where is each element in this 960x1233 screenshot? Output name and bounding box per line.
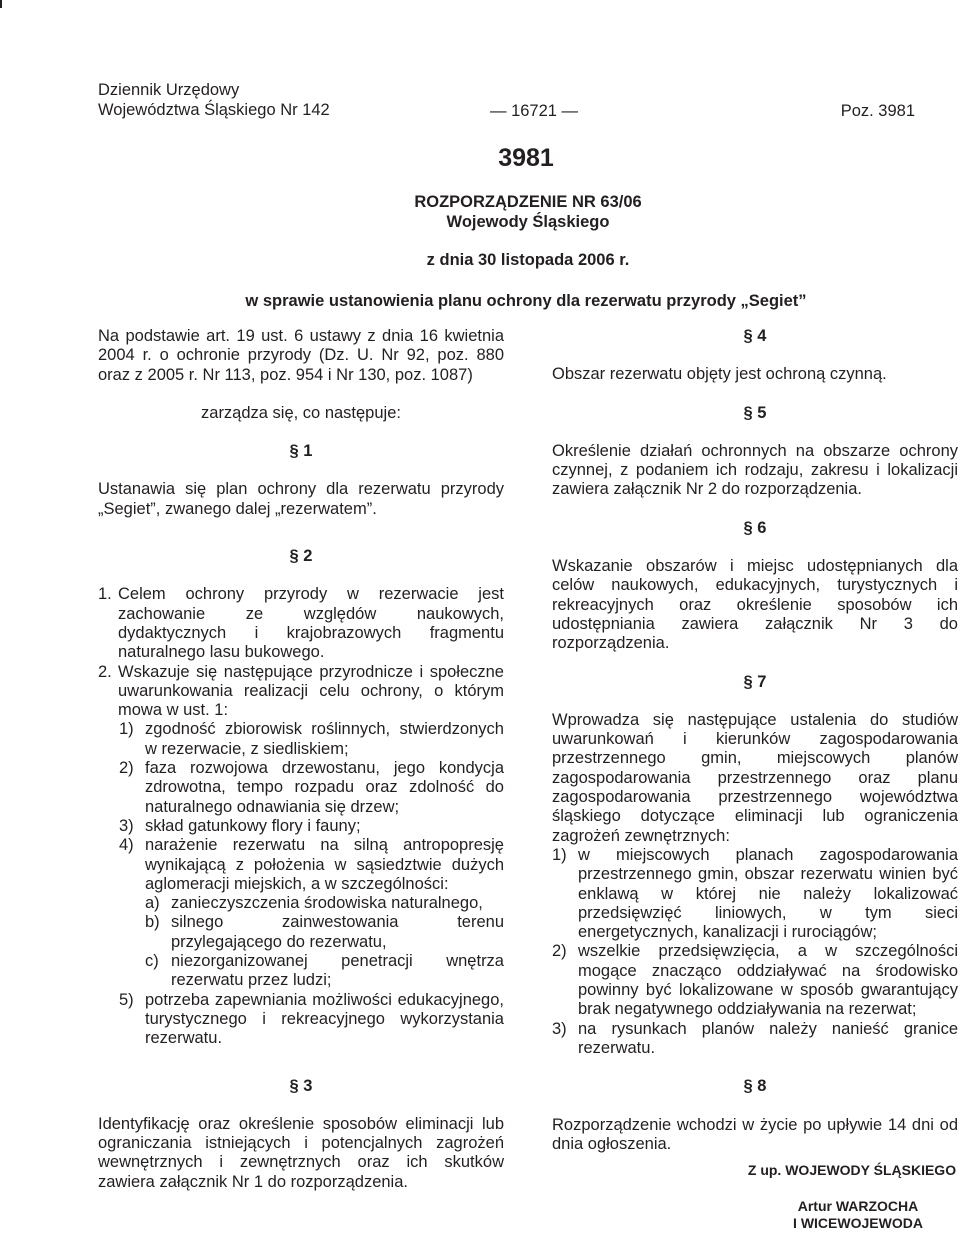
section-4-text: Obszar rezerwatu objęty jest ochroną czynną. (552, 365, 887, 384)
list-item (98, 720, 504, 759)
corner-mark (0, 0, 2, 8)
section-8-heading: § 8 (743, 1077, 767, 1096)
section-5-heading: § 5 (743, 403, 767, 422)
preamble: Na podstawie art. 19 ust. 6 ustawy z dnia 16 kwietnia 2004 r. o ochronie przyrody (Dz. U. Nr 92, poz. 880 oraz z 2005 r. Nr 113, poz. 954 i Nr 130, poz. 1087) (98, 327, 504, 384)
signature-block (700, 1198, 960, 1232)
left-column (98, 327, 504, 1192)
signatory-name: Artur WARZOCHA (797, 1198, 919, 1214)
section-7-text: Wprowadza się następujące ustalenia do studiów uwarunkowań i kierunków zagospodarowania przestrzennego gmin, miejscowych planów zagospodarowania przestrzennego oraz planu zagospodarowania przestrzennego województwa śląskiego dotyczące eliminacji lub ograniczenia zagrożeń zewnętrznych: (552, 710, 958, 845)
section-2-paragraph-2 (98, 663, 504, 721)
sub-list-item-text: zanieczyszczenia środowiska naturalnego, (171, 894, 483, 913)
section-6-heading: § 6 (743, 518, 767, 537)
list-item-number: 4) (119, 836, 134, 855)
sub-list-item (98, 894, 504, 913)
list-item-number: 2) (119, 759, 134, 778)
signature-on-behalf: Z up. WOJEWODY ŚLĄSKIEGO (747, 1162, 957, 1178)
paragraph-number: 1. (98, 585, 112, 604)
list-item-text: w miejscowych planach zagospodarowania przestrzennego gmin, obszar rezerwatu winien być enklawą w której nie należy lokalizować przedsięwzięć liniowych, w tym sieci energetycznych, kanalizacji i rurociągów; (578, 845, 958, 942)
act-date: z dnia 30 listopada 2006 r. (426, 251, 630, 269)
list-item-text: skład gatunkowy flory i fauny; (145, 816, 361, 835)
sub-list-item-letter: b) (145, 913, 160, 932)
list-item-text: wszelkie przedsięwzięcia, a w szczególności mogące znacząco oddziaływać na środowisko powinny być lokalizowane w sposób gwarantujący brak negatywnego oddziaływania na rezerwat; (578, 942, 958, 1019)
act-issuer: Wojewody Śląskiego (446, 213, 610, 231)
act-type: ROZPORZĄDZENIE NR 63/06 (414, 193, 642, 211)
page-number: — 16721 — (490, 102, 579, 120)
paragraph-text: Celem ochrony przyrody w rezerwacie jest zachowanie ze względów naukowych, dydaktycznych i krajobrazowych fragmentu naturalnego lasu bukowego. (118, 585, 504, 662)
journal-line2: Województwa Śląskiego Nr 142 (98, 101, 330, 119)
section-5-text: Określenie działań ochronnych na obszarze ochrony czynnej, z podaniem ich rodzaju, zakresu i lokalizacji zawiera załącznik Nr 2 do rozporządzenia. (552, 441, 958, 499)
position-number: Poz. 3981 (840, 102, 915, 120)
list-item (98, 759, 504, 817)
section-4-heading: § 4 (743, 327, 767, 345)
journal-line1: Dziennik Urzędowy (98, 81, 240, 99)
list-item-text: zgodność zbiorowisk roślinnych, stwierdzonych w rezerwacie, z siedliskiem; (145, 720, 504, 758)
decree-formula: zarządza się, co następuje: (201, 403, 401, 422)
section-8-text: Rozporządzenie wchodzi w życie po upływie 14 dni od dnia ogłoszenia. (552, 1115, 958, 1153)
paragraph-text: Wskazuje się następujące przyrodnicze i społeczne uwarunkowania realizacji celu ochrony, o którym mowa w ust. 1: (118, 662, 504, 720)
sub-list-item-letter: a) (145, 894, 160, 913)
list-item (98, 836, 504, 894)
list-item (552, 846, 958, 942)
list-item-text: faza rozwojowa drzewostanu, jego kondycja zdrowotna, tempo rozpadu oraz zdolność do naturalnego odnawiania się drzew; (145, 759, 504, 816)
list-item (552, 942, 958, 1019)
list-item-text: narażenie rezerwatu na silną antropopresję wynikającą z położenia w sąsiedztwie dużych aglomeracji miejskich, a w szczególności: (145, 836, 504, 893)
act-number: 3981 (498, 144, 554, 172)
act-subject: w sprawie ustanowienia planu ochrony dla rezerwatu przyrody „Segiet” (245, 292, 807, 310)
list-item-text: potrzeba zapewniania możliwości edukacyjnego, turystycznego i rekreacyjnego wykorzystania rezerwatu. (145, 990, 504, 1048)
list-item-text: na rysunkach planów należy nanieść granice rezerwatu. (578, 1019, 958, 1057)
section-2-heading: § 2 (289, 547, 313, 566)
sub-list-item-text: niezorganizowanej penetracji wnętrza rezerwatu przez ludzi; (171, 952, 504, 990)
section-2-paragraph-1 (98, 585, 504, 662)
list-item-number: 1) (119, 720, 134, 739)
list-item (98, 991, 504, 1049)
section-3-heading: § 3 (289, 1076, 313, 1095)
sub-list-item-text: silnego zainwestowania terenu przylegającego do rezerwatu, (171, 913, 504, 951)
list-item-number: 1) (552, 845, 567, 864)
section-6-text: Wskazanie obszarów i miejsc udostępnianych dla celów naukowych, edukacyjnych, turystycznych i rekreacyjnych oraz określenie sposobów ich udostępniania zawiera załącznik Nr 3 do rozporządzenia. (552, 557, 958, 653)
sub-list-item-letter: c) (145, 952, 159, 971)
list-item (98, 817, 504, 836)
journal-name (98, 80, 330, 120)
signatory-role: I WICEWOJEWODA (793, 1215, 923, 1231)
right-column (552, 327, 958, 1154)
list-item-number: 2) (552, 942, 567, 961)
list-item-number: 3) (119, 816, 134, 835)
list-item (552, 1020, 958, 1059)
section-1-text: Ustanawia się plan ochrony dla rezerwatu przyrody „Segiet”, zwanego dalej „rezerwatem”. (98, 480, 504, 518)
section-3-text: Identyfikację oraz określenie sposobów eliminacji lub ograniczania istniejących i potencjalnych zagrożeń wewnętrznych i zewnętrznych oraz ich skutków zawiera załącznik Nr 1 do rozporządzenia. (98, 1114, 504, 1191)
act-title (0, 192, 960, 232)
sub-list-item (98, 913, 504, 952)
section-7-heading: § 7 (743, 672, 767, 691)
list-item-number: 3) (552, 1019, 567, 1038)
paragraph-number: 2. (98, 662, 112, 681)
list-item-number: 5) (119, 990, 134, 1009)
section-1-heading: § 1 (289, 442, 313, 461)
sub-list-item (98, 952, 504, 991)
